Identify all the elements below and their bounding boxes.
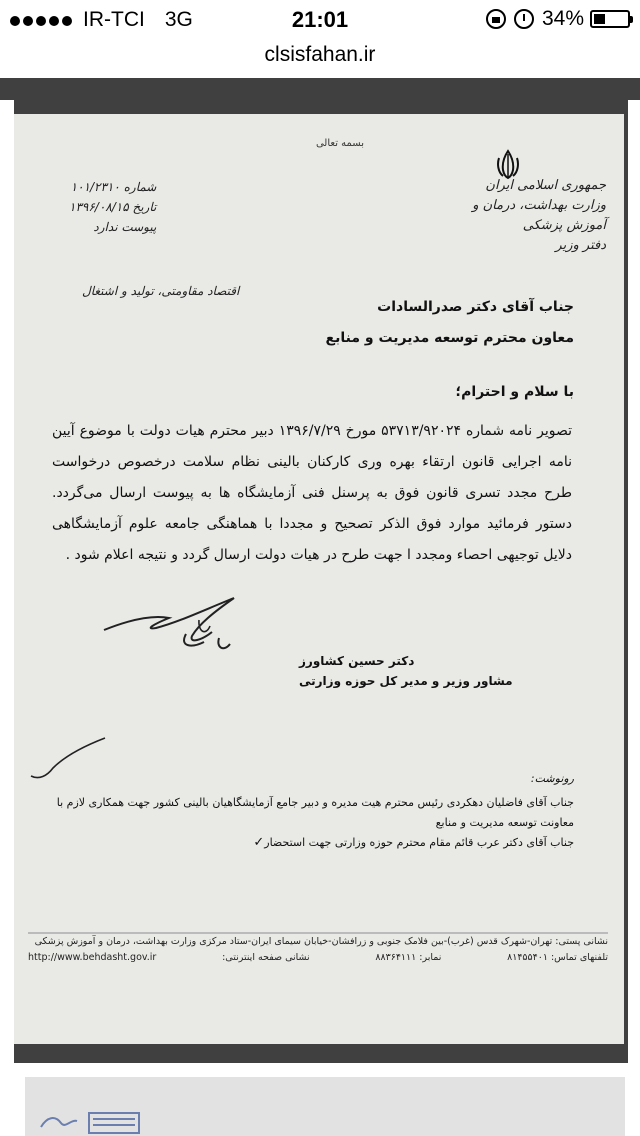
network-type: 3G [164,8,193,31]
ministry-line: جمهوری اسلامی ایران [485,178,606,193]
footer-contact-row [28,950,608,966]
alarm-icon [514,9,534,29]
letter-footer [28,932,608,982]
letter-number: شماره ۱۰۱/۲۳۱۰ [70,180,157,194]
recipient-name: جناب آقای دکتر صدرالسادات [377,299,574,315]
stamp-fragment-icon [37,1107,147,1135]
ministry-line: دفتر وزیر [555,238,606,253]
cc-item [54,833,574,853]
ministry-header [436,176,606,256]
url-text[interactable]: clsisfahan.ir [264,43,376,66]
page-margin-left [0,100,14,1075]
basmala: بسمه تعالی [315,138,364,149]
footer-fax: نمابر: ۸۸۳۶۴۱۱۱ [375,952,442,963]
year-slogan: اقتصاد مقاومتی، تولید و اشتغال [82,284,240,298]
status-right [486,7,630,31]
battery-percent: 34% [541,7,584,30]
letter-meta [69,177,156,237]
signer-name: دکتر حسین کشاورز [299,654,415,668]
status-time: 21:01 [291,7,349,32]
carrier-name: IR-TCI [83,8,145,31]
signer-title: مشاور وزیر و مدیر کل حوزه وزارتی [299,674,513,688]
recipient-title: معاون محترم توسعه مدیریت و منابع [325,330,574,346]
letter-document [14,114,624,1044]
cc-item [54,793,574,833]
address-bar[interactable] [0,40,640,76]
signature-icon [94,592,264,662]
ministry-line: وزارت بهداشت، درمان و آموزش پزشکی [472,198,606,233]
letter-date: تاریخ ۱۳۹۶/۰۸/۱۵ [69,200,157,214]
battery-level-fill [594,14,605,24]
greeting: با سلام و احترام؛ [455,384,574,400]
cc-section [54,769,574,853]
checkmark-icon: ✓ [253,835,265,850]
rotation-lock-icon [486,9,506,29]
battery-icon [590,10,630,28]
cc-text: جناب آقای فاضلیان دهکردی رئیس محترم هیت مدیره و دبیر جامع آزمایشگاهیان بالینی کشور جهت همکاری لازم با معاونت توسعه مدیریت و منابع [56,796,574,829]
page-margin-right [628,100,640,1075]
status-bar [0,0,640,40]
cc-text: جناب آقای دکتر عرب قائم مقام محترم حوزه وزارتی جهت استحضار [264,836,574,849]
image-separator [0,1063,640,1077]
letter-attachment: پیوست ندارد [93,220,157,234]
footer-website[interactable]: http://www.behdasht.gov.ir [28,952,157,963]
letter-body: تصویر نامه شماره ۵۳۷۱۳/۹۲۰۲۴ مورخ ۱۳۹۶/۷/۲۹ دبیر محترم هیات دولت با موضوع آیین نامه اجرایی قانون ارتقاء بهره وری کارکنان بالینی نظام سلامت درخصوص درخواست طرح مجدد تسری قانون فوق به پرسنل فنی آزمایشگاه ها به پیوست ارسال می‌گردد. دستور فرمائید موارد فوق الذکر تصحیح و مجددا با هماهنگی جامعه علوم آزمایشگاهی دلایل توجیهی احصاء ومجدد ا جهت طرح در هیات دولت ارسال گردد و نتیجه اعلام شود . [52,423,572,563]
footer-phones: تلفنهای تماس: ۸۱۴۵۵۴۰۱ [507,952,608,963]
footer-address: نشانی پستی: تهران-شهرک قدس (غرب)-بین فلامک جنوبی و زرافشان-خیابان سیمای ایران-ستاد مرکزی وزارت بهداشت، درمان و آموزش پزشکی [34,936,608,947]
next-image-preview[interactable] [25,1077,625,1136]
footer-website-label: نشانی صفحه اینترنتی: [222,952,310,963]
cc-heading: رونوشت: [530,772,574,785]
